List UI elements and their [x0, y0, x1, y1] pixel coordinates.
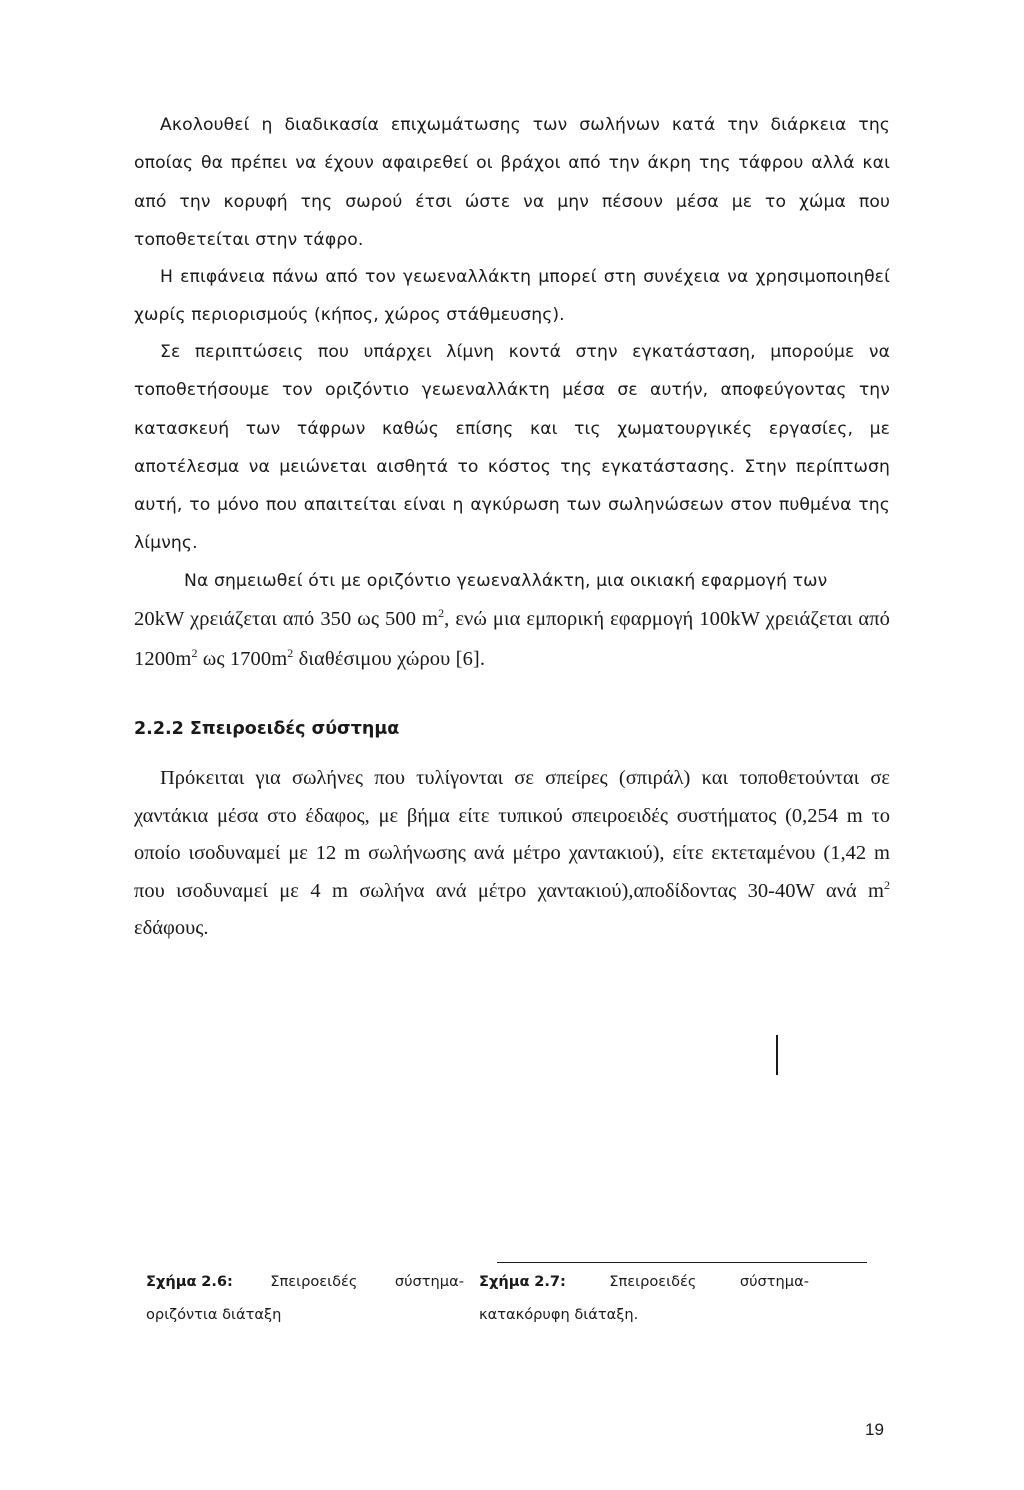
paragraph-area-requirements	[134, 562, 890, 679]
area-requirements-text-b: , ενώ μια εμπορική εφαρμογή 100kW χρειάζεται από 1200m	[134, 608, 891, 670]
page-number: 19	[865, 1420, 884, 1439]
caption-line-2: κατακόρυφη διάταξη.	[479, 1306, 639, 1323]
figure-rule	[497, 1262, 867, 1263]
caption-number: 2.6:	[201, 1273, 233, 1290]
caption-number: 2.7:	[534, 1273, 566, 1290]
caption-line-2: οριζόντια διάταξη	[146, 1306, 282, 1323]
area-requirements-text-d: διαθέσιμου χώρου [6].	[293, 647, 486, 670]
caption-word: Σπειροειδές	[609, 1273, 697, 1290]
paragraph-lake-installation: Σε περιπτώσεις που υπάρχει λίμνη κοντά στην εγκατάσταση, μπορούμε να τοποθετήσουμε τον οριζόντιο γεωεναλλάκτη μέσα σε αυτήν, αποφεύγοντας την κατασκευή των τάφρων καθώς επίσης και τις χωματουργικές εργασίες, με αποτέλεσμα να μειώνεται αισθητά το κόστος της εγκατάστασης. Στην περίπτωση αυτή, το μόνο που απαιτείται είναι η αγκύρωση των σωληνώσεων στον πυθμένα της λίμνης.	[134, 342, 890, 554]
figure-divider-line	[776, 1035, 778, 1075]
paragraph-spiral-system	[134, 760, 890, 948]
figure-caption-2-6	[146, 1265, 464, 1331]
caption-word: σύστημα-	[739, 1273, 809, 1290]
paragraph-surface-use: Η επιφάνεια πάνω από τον γεωεναλλάκτη μπορεί στη συνέχεια να χρησιμοποιηθεί χωρίς περιορισμούς (κήπος, χώρος στάθμευσης).	[134, 267, 890, 326]
superscript: 2	[884, 877, 890, 892]
superscript: 2	[287, 645, 294, 660]
caption-label: Σχήμα	[479, 1273, 530, 1290]
spiral-system-text-b: εδάφους.	[134, 917, 209, 939]
superscript: 2	[191, 645, 198, 660]
superscript: 2	[438, 606, 445, 621]
caption-word: Σπειροειδές	[270, 1273, 358, 1290]
area-requirements-intro: Να σημειωθεί ότι με οριζόντιο γεωεναλλάκτη, μια οικιακή εφαρμογή των	[184, 571, 828, 591]
spiral-system-text-a: Πρόκειται για σωλήνες που τυλίγονται σε σπείρες (σπιράλ) και τοποθετούνται σε χαντάκια μέσα στο έδαφος, με βήμα είτε τυπικού σπειροειδές συστήματος (0,254 m το οποίο ισοδυναμεί με 12 m σωλήνωσης ανά μέτρο χαντακιού), είτε εκτεταμένου (1,42 m που ισοδυναμεί με 4 m σωλήνα ανά μέτρο χαντακιού),αποδίδοντας 30-40W ανά m	[134, 767, 890, 902]
paragraph-backfill: Ακολουθεί η διαδικασία επιχωμάτωσης των σωλήνων κατά την διάρκεια της οποίας θα πρέπει να έχουν αφαιρεθεί οι βράχοι από την άκρη της τάφρου αλλά και από την κορυφή της σωρού έτσι ώστε να μην πέσουν μέσα με το χώμα που τοποθετείται στην τάφρο.	[134, 115, 890, 250]
section-heading: 2.2.2 Σπειροειδές σύστημα	[134, 719, 400, 739]
figure-caption-2-7	[479, 1265, 809, 1331]
area-requirements-text-a: 20kW χρειάζεται από 350 ως 500 m	[134, 608, 439, 631]
caption-word: σύστημα-	[394, 1273, 464, 1290]
area-requirements-text-c: ως 1700m	[197, 647, 288, 670]
caption-label: Σχήμα	[146, 1273, 197, 1290]
